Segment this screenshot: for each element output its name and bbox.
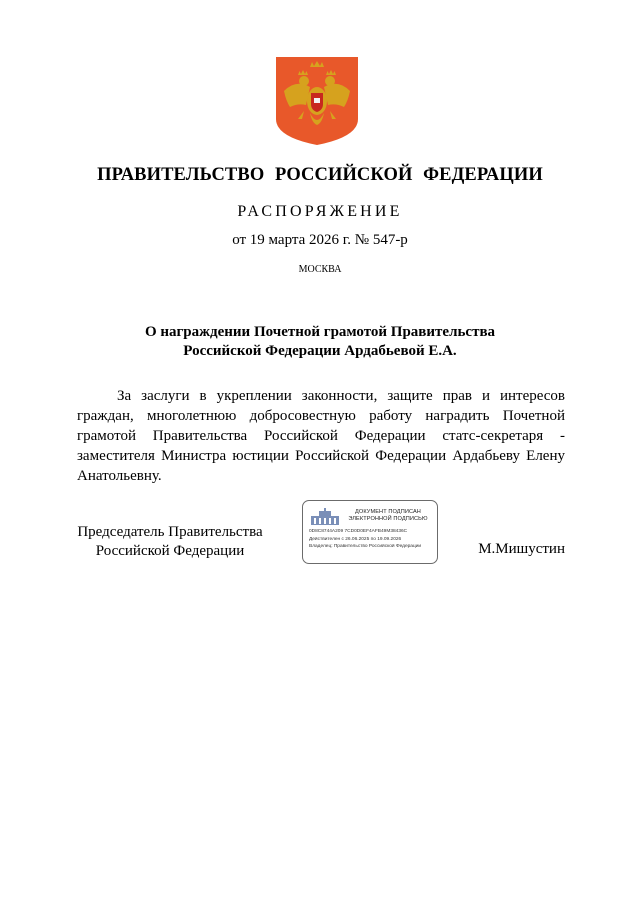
government-title: ПРАВИТЕЛЬСТВО РОССИЙСКОЙ ФЕДЕРАЦИИ	[97, 165, 543, 185]
signer-role-line-2: Российской Федерации	[95, 543, 245, 559]
subject-line-2: Российской Федерации Ардабьевой Е.А.	[183, 343, 457, 359]
stamp-heading	[341, 509, 435, 523]
body-paragraph: За заслуги в укреплении законности, защите прав и интересов граждан, многолетнюю добросовестную работу наградить Почетной грамотой Правительства Российской Федерации статс-секретаря - заместителя Министра юстиции Российской Федерации Ардабьеву Елену Анатольевну.	[77, 388, 565, 484]
building-icon	[309, 508, 341, 526]
document-date-number: от 19 марта 2026 г. № 547-р	[232, 232, 408, 248]
stamp-heading-line-2: ЭЛЕКТРОННОЙ ПОДПИСЬЮ	[348, 516, 428, 522]
signer-role-line-1: Председатель Правительства	[77, 524, 263, 540]
document-subject	[0, 323, 640, 361]
document-type: РАСПОРЯЖЕНИЕ	[237, 203, 403, 220]
body-paragraph-container	[77, 386, 565, 486]
double-headed-eagle-icon	[276, 57, 358, 145]
stamp-certificate: 0D8C8744A209 7CD0D0EF4AFB49M38436C	[309, 529, 408, 534]
stamp-validity: Действителен с 26.06.2025 по 19.09.2026	[309, 537, 402, 542]
signer-role	[70, 523, 270, 561]
signer-name: М.Мишустин	[478, 541, 565, 557]
state-emblem	[276, 57, 358, 145]
electronic-signature-stamp	[302, 500, 438, 564]
subject-line-1: О награждении Почетной грамотой Правительства	[144, 324, 496, 340]
stamp-owner: Владелец: Правительство Российской Федерации	[309, 544, 422, 549]
stamp-heading-line-1: ДОКУМЕНТ ПОДПИСАН	[355, 509, 421, 515]
document-city: МОСКВА	[298, 264, 342, 275]
